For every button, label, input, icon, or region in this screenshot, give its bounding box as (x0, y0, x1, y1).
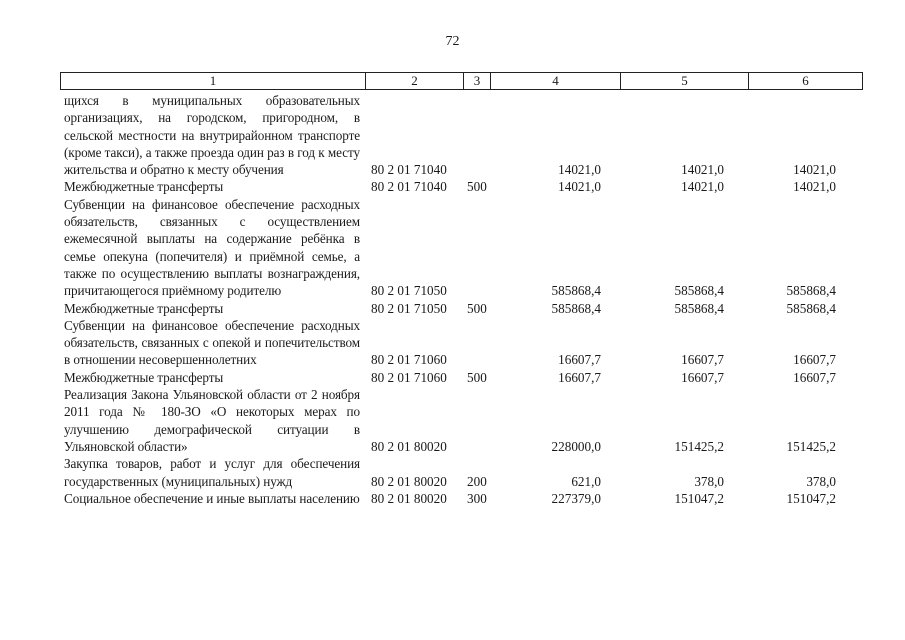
column-header-4: 4 (491, 73, 621, 90)
row-code: 80 2 01 80020 (371, 490, 447, 506)
row-description: Межбюджетные трансферты (64, 300, 224, 316)
row-value-col5: 151047,2 (674, 490, 724, 506)
row-expense-type: 500 (467, 369, 487, 385)
row-value-col6: 16607,7 (793, 352, 836, 368)
column-header-6: 6 (749, 73, 863, 90)
row-description: Межбюджетные трансферты (64, 369, 224, 385)
row-code: 80 2 01 80020 (371, 473, 447, 489)
row-value-col5: 378,0 (694, 473, 724, 489)
row-value-col4: 585868,4 (551, 283, 601, 299)
row-value-col5: 14021,0 (681, 162, 724, 178)
page-number: 72 (445, 34, 460, 49)
column-header-1: 1 (61, 73, 366, 90)
row-value-col6: 151047,2 (786, 490, 836, 506)
row-value-col4: 621,0 (571, 473, 601, 489)
row-code: 80 2 01 71050 (371, 283, 447, 299)
row-description: Социальное обеспечение и иные выплаты населению (64, 490, 360, 506)
table-row (0, 92, 905, 178)
row-value-col5: 16607,7 (681, 369, 724, 385)
row-code: 80 2 01 71050 (371, 300, 447, 316)
row-expense-type: 500 (467, 300, 487, 316)
row-value-col4: 16607,7 (558, 352, 601, 368)
table-row (0, 386, 905, 455)
row-code: 80 2 01 71060 (371, 369, 447, 385)
row-code: 80 2 01 71040 (371, 179, 447, 195)
row-description: Субвенции на финансовое обеспечение расходных обязательств, связанных с осуществлением ежемесячной выплаты на содержание ребёнка в семье опекуна (попечителя) и приёмной семье, а также по осуществлению выплаты вознаграждения, причитающегося приёмному родителю (64, 196, 360, 299)
row-value-col4: 585868,4 (551, 300, 601, 316)
row-description: щихся в муниципальных образовательных организациях, на городском, пригородном, в сельской местности на внутрирайонном транспорте (кроме такси), а также проезда один раз в год к месту жительства и обратно к месту обучения (64, 93, 360, 178)
row-value-col5: 585868,4 (674, 300, 724, 316)
row-expense-type: 500 (467, 179, 487, 195)
table-row (0, 490, 905, 507)
row-code: 80 2 01 80020 (371, 438, 447, 454)
row-expense-type: 200 (467, 473, 487, 489)
row-code: 80 2 01 71060 (371, 352, 447, 368)
column-header-2: 2 (366, 73, 464, 90)
row-code: 80 2 01 71040 (371, 162, 447, 178)
row-description: Субвенции на финансовое обеспечение расходных обязательств, связанных с опекой и попечительством в отношении несовершеннолетних (64, 317, 360, 368)
row-value-col6: 585868,4 (786, 300, 836, 316)
table-row (0, 178, 905, 195)
budget-rows (0, 92, 905, 507)
row-value-col4: 14021,0 (558, 179, 601, 195)
row-value-col6: 14021,0 (793, 179, 836, 195)
row-description: Реализация Закона Ульяновской области от 2 ноября 2011 года № 180-ЗО «О некоторых мерах по улучшению демографической ситуации в Ульяновской области» (64, 387, 360, 454)
row-value-col5: 585868,4 (674, 283, 724, 299)
table-row (0, 455, 905, 490)
row-description: Межбюджетные трансферты (64, 179, 224, 195)
row-value-col6: 14021,0 (793, 162, 836, 178)
table-row (0, 317, 905, 369)
row-value-col5: 151425,2 (674, 438, 724, 454)
table-row (0, 300, 905, 317)
row-value-col4: 16607,7 (558, 369, 601, 385)
table-row (0, 196, 905, 300)
row-value-col5: 16607,7 (681, 352, 724, 368)
row-value-col6: 151425,2 (786, 438, 836, 454)
row-value-col4: 228000,0 (551, 438, 601, 454)
column-header-table (60, 72, 863, 90)
row-value-col4: 14021,0 (558, 162, 601, 178)
row-value-col6: 16607,7 (793, 369, 836, 385)
row-value-col5: 14021,0 (681, 179, 724, 195)
row-expense-type: 300 (467, 490, 487, 506)
column-header-5: 5 (621, 73, 749, 90)
row-value-col6: 378,0 (806, 473, 836, 489)
row-value-col6: 585868,4 (786, 283, 836, 299)
table-row (0, 369, 905, 386)
column-header-row (61, 73, 863, 90)
row-value-col4: 227379,0 (551, 490, 601, 506)
column-header-3: 3 (464, 73, 491, 90)
row-description: Закупка товаров, работ и услуг для обеспечения государственных (муниципальных) нужд (64, 456, 360, 489)
